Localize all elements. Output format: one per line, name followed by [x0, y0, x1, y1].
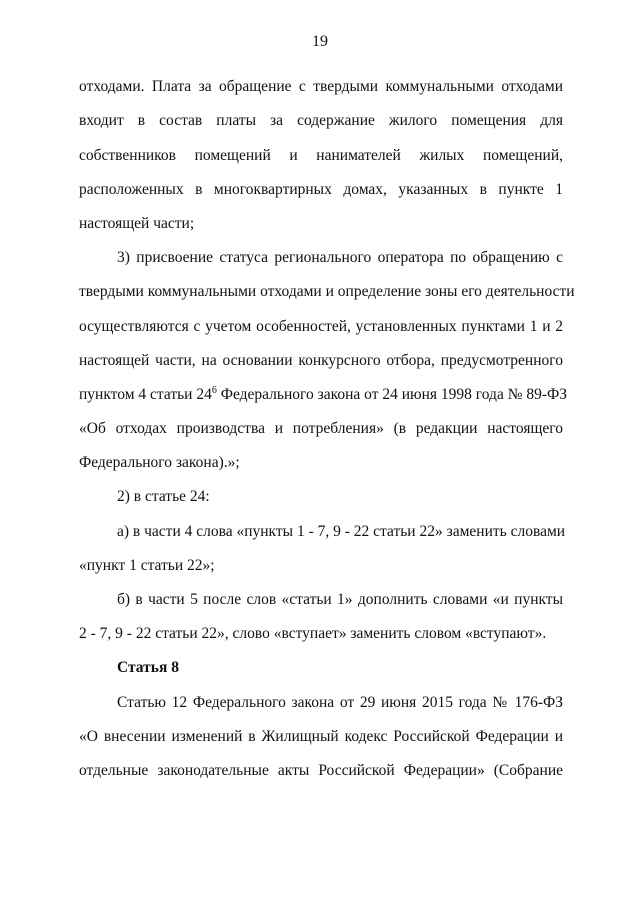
text-line-19: Статью 12 Федерального закона от 29 июня 2015 года № 176-ФЗ — [117, 694, 563, 711]
text-line-13: 2) в статье 24: — [117, 488, 210, 505]
text-line-7: твердыми коммунальными отходами и определение зоны его деятельности — [79, 283, 575, 300]
text-line-10-before: пунктом 4 статьи 24 — [79, 386, 212, 403]
text-line-8: осуществляются с учетом особенностей, установленных пунктами 1 и 2 — [79, 318, 563, 335]
article-heading: Статья 8 — [117, 659, 179, 676]
text-line-16: б) в части 5 после слов «статьи 1» дополнить словами «и пункты — [117, 591, 563, 608]
text-line-3: собственников помещений и нанимателей жилых помещений, — [79, 147, 563, 164]
text-line-11: «Об отходах производства и потребления» (в редакции настоящего — [79, 420, 563, 437]
text-line-5: настоящей части; — [79, 215, 195, 232]
text-line-1: отходами. Плата за обращение с твердыми коммунальными отходами — [79, 78, 563, 95]
text-line-17: 2 - 7, 9 - 22 статьи 22», слово «вступает» заменить словом «вступают». — [79, 625, 547, 642]
text-line-4: расположенных в многоквартирных домах, указанных в пункте 1 — [79, 181, 563, 198]
text-line-15: «пункт 1 статьи 22»; — [79, 557, 215, 574]
text-line-10-after: Федерального закона от 24 июня 1998 года № 89-ФЗ — [216, 386, 568, 403]
text-line-12: Федерального закона).»; — [79, 454, 240, 471]
text-line-6: 3) присвоение статуса регионального оператора по обращению с — [117, 249, 563, 266]
text-line-2: входит в состав платы за содержание жилого помещения для — [79, 112, 563, 129]
superscript-6: 6 — [211, 384, 217, 396]
text-line-9: настоящей части, на основании конкурсного отбора, предусмотренного — [79, 352, 563, 369]
text-line-14: а) в части 4 слова «пункты 1 - 7, 9 - 22 статьи 22» заменить словами — [117, 523, 566, 540]
page-number: 19 — [312, 33, 328, 50]
text-line-21: отдельные законодательные акты Российской Федерации» (Собрание — [79, 762, 563, 779]
text-line-20: «О внесении изменений в Жилищный кодекс Российской Федерации и — [79, 728, 563, 745]
text-line-10 — [79, 384, 568, 405]
